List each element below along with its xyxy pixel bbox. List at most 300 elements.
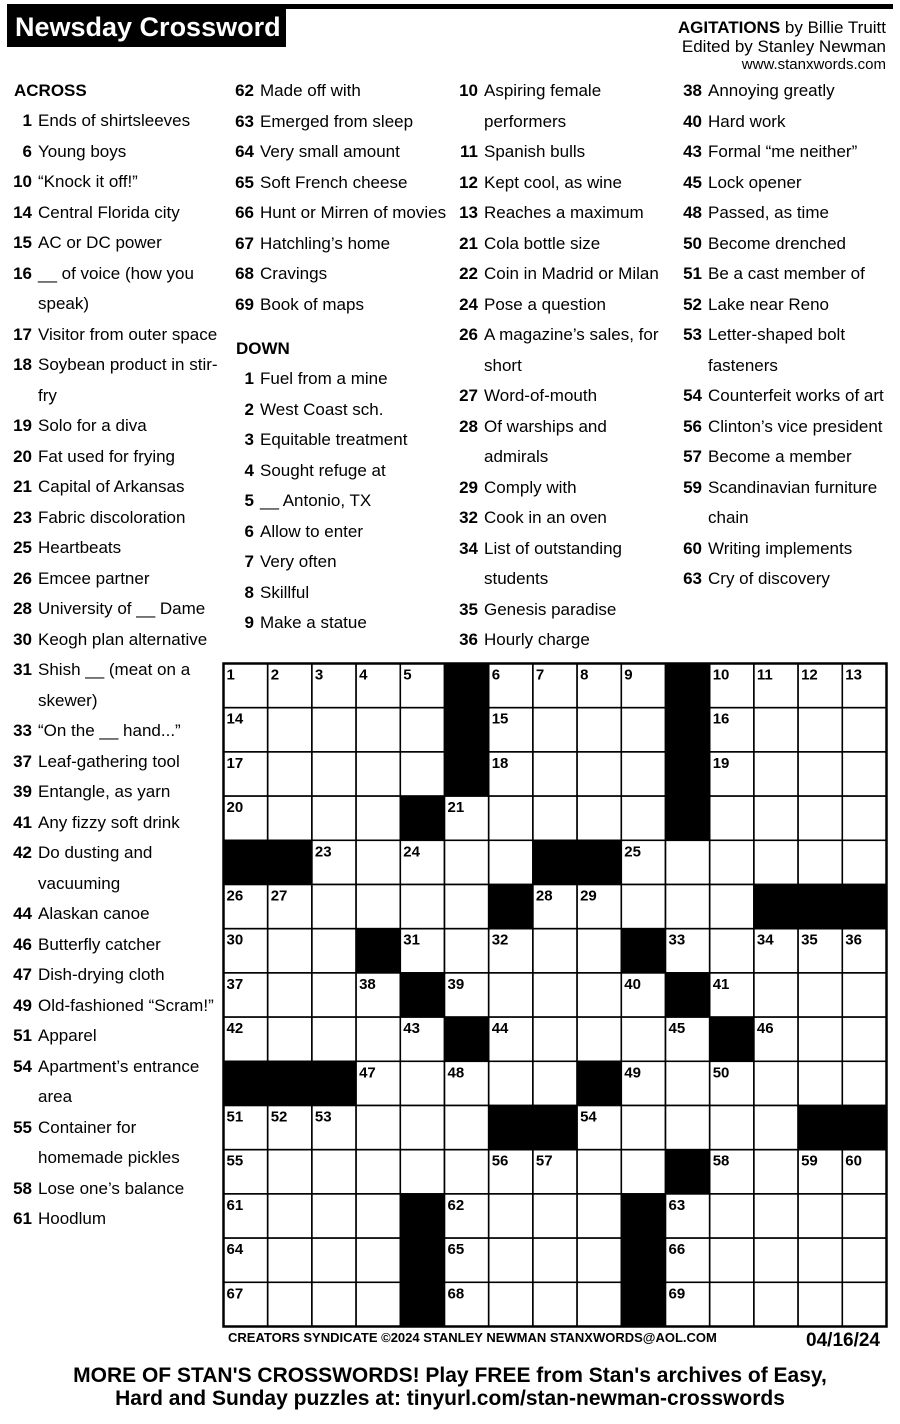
down-clue-35[interactable]	[452, 595, 674, 626]
clue-text: Made off with	[260, 81, 361, 100]
cell-number: 8	[580, 666, 589, 684]
down-clue-53[interactable]	[676, 320, 898, 381]
down-clue-6[interactable]	[228, 517, 450, 548]
down-clue-21[interactable]	[452, 229, 674, 260]
clue-number: 2	[244, 399, 254, 419]
clue-text: Allow to enter	[260, 521, 363, 541]
grid-cell[interactable]	[268, 1194, 312, 1238]
down-clue-45[interactable]	[676, 168, 898, 199]
clue-text: Lock opener	[708, 172, 802, 192]
clue-text: Become a member	[708, 447, 852, 466]
clue-text: Do dusting and vacuuming	[38, 843, 153, 893]
grid-cell[interactable]	[842, 973, 886, 1017]
grid-cell[interactable]	[842, 752, 886, 796]
cell-number: 58	[712, 1152, 730, 1170]
cell-number: 54	[580, 1108, 597, 1126]
black-square	[666, 664, 710, 708]
clue-number: 7	[244, 552, 254, 571]
grid-cell[interactable]	[842, 796, 886, 840]
across-clue-61[interactable]	[6, 1204, 220, 1235]
grid-cell[interactable]	[533, 796, 577, 840]
cell-number: 28	[535, 887, 553, 905]
across-clue-65[interactable]	[228, 168, 450, 199]
down-clue-3[interactable]	[228, 425, 450, 456]
down-clue-22[interactable]	[452, 259, 674, 290]
clue-text: Emcee partner	[38, 568, 150, 588]
grid-cell[interactable]	[356, 1238, 400, 1282]
grid-cell[interactable]	[710, 1194, 754, 1238]
grid-cell[interactable]	[400, 1061, 444, 1105]
clue-text: Soft French cheese	[260, 172, 408, 192]
black-square	[268, 840, 312, 884]
down-clue-12[interactable]	[452, 168, 674, 199]
clue-text: Reaches a maximum	[484, 203, 644, 222]
grid-cell[interactable]	[312, 796, 356, 840]
clue-text: Emerged from sleep	[260, 111, 414, 131]
clue-number: 9	[244, 613, 254, 632]
clue-text: Visitor from outer space	[38, 324, 218, 344]
clue-column-1	[6, 76, 220, 1235]
across-clue-44[interactable]	[6, 899, 220, 930]
grid-cell[interactable]	[798, 1238, 842, 1282]
grid-cell[interactable]	[842, 1238, 886, 1282]
black-square	[445, 752, 489, 796]
down-clue-27[interactable]	[452, 381, 674, 412]
grid-cell[interactable]	[356, 1106, 400, 1150]
down-clue-24[interactable]	[452, 290, 674, 321]
grid-cell[interactable]	[798, 973, 842, 1017]
clue-number: 6	[22, 141, 32, 161]
grid-cell[interactable]	[577, 1282, 621, 1326]
grid-cell[interactable]	[312, 1017, 356, 1061]
grid-cell[interactable]	[621, 708, 665, 752]
across-clue-49[interactable]	[6, 991, 220, 1022]
cell-number: 21	[447, 799, 465, 817]
grid-cell[interactable]	[533, 973, 577, 1017]
across-clue-62[interactable]	[228, 76, 450, 107]
grid-cell[interactable]	[621, 1017, 665, 1061]
grid-cell[interactable]	[268, 929, 312, 973]
cell-number: 3	[314, 666, 324, 684]
across-clue-37[interactable]	[6, 747, 220, 778]
cell-number: 45	[668, 1020, 686, 1038]
grid-cell[interactable]	[356, 752, 400, 796]
grid-cell[interactable]	[798, 1017, 842, 1061]
grid-cell[interactable]	[710, 1106, 754, 1150]
down-clue-40[interactable]	[676, 107, 898, 138]
grid-cell[interactable]	[489, 1061, 533, 1105]
grid-cell[interactable]	[710, 885, 754, 929]
across-clue-51[interactable]	[6, 1021, 220, 1052]
grid-cell[interactable]	[356, 1282, 400, 1326]
down-clue-38[interactable]	[676, 76, 898, 107]
black-square	[842, 1106, 886, 1150]
grid-cell[interactable]	[842, 1017, 886, 1061]
cell-number: 23	[314, 843, 332, 861]
clue-text: Aspiring female performers	[484, 81, 602, 131]
grid-cell[interactable]	[400, 1150, 444, 1194]
across-clue-16[interactable]	[6, 259, 220, 320]
across-clue-19[interactable]	[6, 411, 220, 442]
grid-cell[interactable]	[312, 929, 356, 973]
grid-cell[interactable]	[621, 796, 665, 840]
grid-cell[interactable]	[268, 752, 312, 796]
cell-number: 24	[403, 843, 420, 861]
grid-cell[interactable]	[445, 1150, 489, 1194]
cell-number: 41	[712, 975, 730, 993]
clue-number: 19	[13, 416, 32, 435]
down-clue-4[interactable]	[228, 456, 450, 487]
clue-text: Leaf-gathering tool	[38, 751, 180, 771]
grid-cell[interactable]	[754, 973, 798, 1017]
grid-cell[interactable]	[798, 1061, 842, 1105]
across-clue-20[interactable]	[6, 442, 220, 473]
clue-text: Scandinavian furniture chain	[708, 477, 878, 527]
grid-cell[interactable]	[710, 1282, 754, 1326]
clue-text: Annoying greatly	[708, 81, 835, 100]
across-clue-67[interactable]	[228, 229, 450, 260]
black-square	[666, 973, 710, 1017]
grid-cell[interactable]	[400, 885, 444, 929]
clue-number: 13	[459, 203, 478, 222]
grid-cell[interactable]	[268, 1282, 312, 1326]
black-square	[621, 1194, 665, 1238]
black-square	[312, 1061, 356, 1105]
down-clue-2[interactable]	[228, 395, 450, 426]
grid-cell[interactable]	[754, 796, 798, 840]
grid-cell[interactable]	[312, 1150, 356, 1194]
clue-number: 37	[13, 751, 32, 771]
across-clue-23[interactable]	[6, 503, 220, 534]
grid-cell[interactable]	[577, 1194, 621, 1238]
down-clue-8[interactable]	[228, 578, 450, 609]
down-clue-52[interactable]	[676, 290, 898, 321]
grid-cell[interactable]	[533, 1282, 577, 1326]
clue-text: Hatchling’s home	[260, 233, 391, 253]
across-clue-15[interactable]	[6, 228, 220, 259]
grid-cell[interactable]	[489, 973, 533, 1017]
grid-cell[interactable]	[400, 708, 444, 752]
clue-number: 46	[13, 934, 32, 954]
down-clue-63[interactable]	[676, 564, 898, 595]
down-clue-10[interactable]	[452, 76, 674, 137]
across-clue-55[interactable]	[6, 1113, 220, 1174]
grid-cell[interactable]	[577, 708, 621, 752]
down-clue-28[interactable]	[452, 412, 674, 473]
clue-number: 49	[13, 995, 32, 1015]
down-clue-56[interactable]	[676, 412, 898, 443]
grid-cell[interactable]	[577, 1150, 621, 1194]
grid-cell[interactable]	[268, 1017, 312, 1061]
across-clue-58[interactable]	[6, 1174, 220, 1205]
grid-cell[interactable]	[312, 752, 356, 796]
black-square	[666, 708, 710, 752]
grid-cell[interactable]	[400, 752, 444, 796]
across-clue-25[interactable]	[6, 533, 220, 564]
grid-cell[interactable]	[798, 1194, 842, 1238]
grid-cell[interactable]	[710, 929, 754, 973]
across-clue-33[interactable]	[6, 716, 220, 747]
across-clue-30[interactable]	[6, 625, 220, 656]
black-square	[754, 885, 798, 929]
clue-number: 25	[13, 538, 32, 557]
grid-cell[interactable]	[533, 1194, 577, 1238]
clue-text: A magazine’s sales, for short	[484, 325, 659, 375]
clue-number: 68	[235, 264, 254, 283]
brand-title: Newsday Crossword	[7, 9, 286, 47]
grid-cell[interactable]	[356, 708, 400, 752]
grid-cell[interactable]	[533, 1238, 577, 1282]
down-clue-7[interactable]	[228, 547, 450, 578]
down-clue-57[interactable]	[676, 442, 898, 473]
cell-number: 67	[226, 1285, 244, 1303]
down-clue-43[interactable]	[676, 137, 898, 168]
down-clue-36[interactable]	[452, 625, 674, 656]
cell-number: 17	[226, 754, 244, 772]
grid-cell[interactable]	[710, 796, 754, 840]
across-clue-1[interactable]	[6, 106, 220, 137]
grid-cell[interactable]	[445, 885, 489, 929]
grid-cell[interactable]	[577, 1238, 621, 1282]
down-clue-11[interactable]	[452, 137, 674, 168]
grid-cell[interactable]	[754, 1282, 798, 1326]
black-square	[445, 1017, 489, 1061]
grid-cell[interactable]	[842, 1282, 886, 1326]
down-clue-9[interactable]	[228, 608, 450, 639]
clue-number: 5	[244, 491, 254, 510]
down-clue-5[interactable]	[228, 486, 450, 517]
black-square	[400, 973, 444, 1017]
across-clue-47[interactable]	[6, 960, 220, 991]
grid-cell[interactable]	[842, 1061, 886, 1105]
grid-cell[interactable]	[754, 1150, 798, 1194]
grid-cell[interactable]	[533, 708, 577, 752]
grid-cell[interactable]	[489, 840, 533, 884]
across-clue-21[interactable]	[6, 472, 220, 503]
grid-cell[interactable]	[268, 708, 312, 752]
down-clue-59[interactable]	[676, 473, 898, 534]
grid-cell[interactable]	[710, 1238, 754, 1282]
grid-cell[interactable]	[312, 1238, 356, 1282]
down-clue-51[interactable]	[676, 259, 898, 290]
clue-text: Genesis paradise	[484, 599, 617, 619]
cell-number: 53	[314, 1108, 332, 1126]
across-clue-26[interactable]	[6, 564, 220, 595]
grid-cell[interactable]	[356, 840, 400, 884]
across-clue-14[interactable]	[6, 198, 220, 229]
across-clue-68[interactable]	[228, 259, 450, 290]
clue-number: 61	[13, 1209, 32, 1228]
across-clue-69[interactable]	[228, 290, 450, 321]
clue-column-3	[452, 76, 674, 656]
clue-number: 3	[244, 430, 254, 449]
clue-text: Make a statue	[260, 613, 367, 632]
grid-cell[interactable]	[754, 752, 798, 796]
grid-cell[interactable]	[798, 752, 842, 796]
black-square	[621, 929, 665, 973]
clue-text: List of outstanding students	[484, 538, 622, 588]
grid-cell[interactable]	[445, 929, 489, 973]
cell-number: 38	[359, 975, 376, 993]
across-clue-18[interactable]	[6, 350, 220, 411]
cell-number: 22	[668, 799, 686, 817]
grid-cell[interactable]	[621, 885, 665, 929]
black-square	[400, 1238, 444, 1282]
grid-cell[interactable]	[445, 840, 489, 884]
clue-text: Spanish bulls	[484, 142, 586, 161]
grid-cell[interactable]	[754, 1194, 798, 1238]
grid-cell[interactable]	[268, 796, 312, 840]
across-clue-31[interactable]	[6, 655, 220, 716]
grid-cell[interactable]	[356, 1194, 400, 1238]
clue-number: 12	[459, 172, 478, 192]
grid-cell[interactable]	[666, 1061, 710, 1105]
clue-number: 32	[459, 508, 478, 527]
clue-number: 66	[235, 203, 254, 222]
grid-cell[interactable]	[754, 840, 798, 884]
grid-cell[interactable]	[842, 840, 886, 884]
grid-cell[interactable]	[798, 708, 842, 752]
down-clue-1[interactable]	[228, 364, 450, 395]
grid-cell[interactable]	[356, 1150, 400, 1194]
across-clue-17[interactable]	[6, 320, 220, 351]
black-square	[224, 840, 268, 884]
clue-number: 30	[13, 629, 32, 649]
grid-cell[interactable]	[312, 708, 356, 752]
grid-cell[interactable]	[577, 1017, 621, 1061]
clue-text: Ends of shirtsleeves	[38, 111, 191, 130]
across-clue-6[interactable]	[6, 137, 220, 168]
grid-cell[interactable]	[312, 973, 356, 1017]
grid-cell[interactable]	[268, 973, 312, 1017]
across-clue-42[interactable]	[6, 838, 220, 899]
grid-cell[interactable]	[710, 840, 754, 884]
grid-cell[interactable]	[312, 885, 356, 929]
grid-cell[interactable]	[666, 1106, 710, 1150]
grid-cell[interactable]	[798, 796, 842, 840]
clue-text: Very often	[260, 552, 337, 571]
grid-cell[interactable]	[621, 1106, 665, 1150]
grid-cell[interactable]	[533, 1017, 577, 1061]
grid-cell[interactable]	[577, 752, 621, 796]
grid-cell[interactable]	[754, 1106, 798, 1150]
grid-cell[interactable]	[666, 885, 710, 929]
puzzle-info	[678, 18, 886, 73]
clue-number: 58	[13, 1178, 32, 1198]
crossword-grid-svg[interactable]	[222, 662, 888, 1328]
grid-cell[interactable]	[312, 1282, 356, 1326]
cell-number: 10	[712, 666, 730, 684]
grid-cell[interactable]	[754, 708, 798, 752]
down-clue-13[interactable]	[452, 198, 674, 229]
black-square	[445, 664, 489, 708]
clue-text: Container for homemade pickles	[38, 1117, 180, 1167]
across-clue-10[interactable]	[6, 167, 220, 198]
grid-cell[interactable]	[489, 1194, 533, 1238]
down-clue-26[interactable]	[452, 320, 674, 381]
grid-cell[interactable]	[356, 796, 400, 840]
clue-text: Very small amount	[260, 142, 400, 161]
grid-cell[interactable]	[533, 752, 577, 796]
black-square	[489, 1106, 533, 1150]
grid-cell[interactable]	[754, 1061, 798, 1105]
across-clue-54[interactable]	[6, 1052, 220, 1113]
grid-cell[interactable]	[489, 1282, 533, 1326]
down-clue-32[interactable]	[452, 503, 674, 534]
black-square	[577, 840, 621, 884]
clue-text: Writing implements	[708, 538, 853, 558]
grid-cell[interactable]	[268, 1150, 312, 1194]
grid-cell[interactable]	[533, 929, 577, 973]
grid-cell[interactable]	[621, 1150, 665, 1194]
across-clue-41[interactable]	[6, 808, 220, 839]
grid-cell[interactable]	[798, 840, 842, 884]
grid-cell[interactable]	[489, 796, 533, 840]
grid-cell[interactable]	[577, 929, 621, 973]
down-clue-48[interactable]	[676, 198, 898, 229]
grid-cell[interactable]	[754, 1238, 798, 1282]
grid-cell[interactable]	[356, 885, 400, 929]
grid-cell[interactable]	[798, 1282, 842, 1326]
clue-number: 36	[459, 630, 478, 649]
grid-cell[interactable]	[577, 973, 621, 1017]
website-link[interactable]: www.stanxwords.com	[741, 56, 886, 73]
grid-cell[interactable]	[842, 708, 886, 752]
down-clue-54[interactable]	[676, 381, 898, 412]
across-clue-63[interactable]	[228, 107, 450, 138]
clue-number: 38	[683, 81, 702, 100]
across-clue-66[interactable]	[228, 198, 450, 229]
grid-cell[interactable]	[356, 1017, 400, 1061]
across-clue-39[interactable]	[6, 777, 220, 808]
grid-cell[interactable]	[842, 1194, 886, 1238]
down-clue-60[interactable]	[676, 534, 898, 565]
grid-cell[interactable]	[577, 796, 621, 840]
clue-text: Apparel	[38, 1026, 97, 1045]
crossword-grid[interactable]	[222, 662, 888, 1328]
editor-credit: Edited by Stanley Newman	[681, 37, 886, 56]
promo-line-2[interactable]: Hard and Sunday puzzles at: tinyurl.com/stan-newman-crosswords	[115, 1387, 785, 1410]
clue-text: __ of voice (how you speak)	[38, 263, 194, 313]
black-square	[666, 752, 710, 796]
grid-cell[interactable]	[445, 1106, 489, 1150]
clue-text: Soybean product in stir-fry	[38, 355, 218, 405]
down-clue-29[interactable]	[452, 473, 674, 504]
across-clue-46[interactable]	[6, 930, 220, 961]
clue-number: 48	[683, 203, 702, 222]
grid-cell[interactable]	[400, 1106, 444, 1150]
across-clue-64[interactable]	[228, 137, 450, 168]
clue-number: 1	[244, 369, 254, 388]
down-clue-34[interactable]	[452, 534, 674, 595]
across-clue-28[interactable]	[6, 594, 220, 625]
cell-number: 62	[447, 1196, 465, 1214]
black-square	[577, 1061, 621, 1105]
clue-text: Old-fashioned “Scram!”	[38, 995, 214, 1015]
grid-cell[interactable]	[489, 1238, 533, 1282]
black-square	[445, 708, 489, 752]
down-clue-50[interactable]	[676, 229, 898, 260]
grid-cell[interactable]	[666, 840, 710, 884]
grid-cell[interactable]	[621, 752, 665, 796]
grid-cell[interactable]	[268, 1238, 312, 1282]
clue-text: Kept cool, as wine	[484, 172, 622, 192]
clue-number: 14	[13, 202, 32, 222]
cell-number: 65	[447, 1241, 465, 1259]
cell-number: 39	[447, 975, 465, 993]
grid-cell[interactable]	[533, 1061, 577, 1105]
grid-cell[interactable]	[312, 1194, 356, 1238]
